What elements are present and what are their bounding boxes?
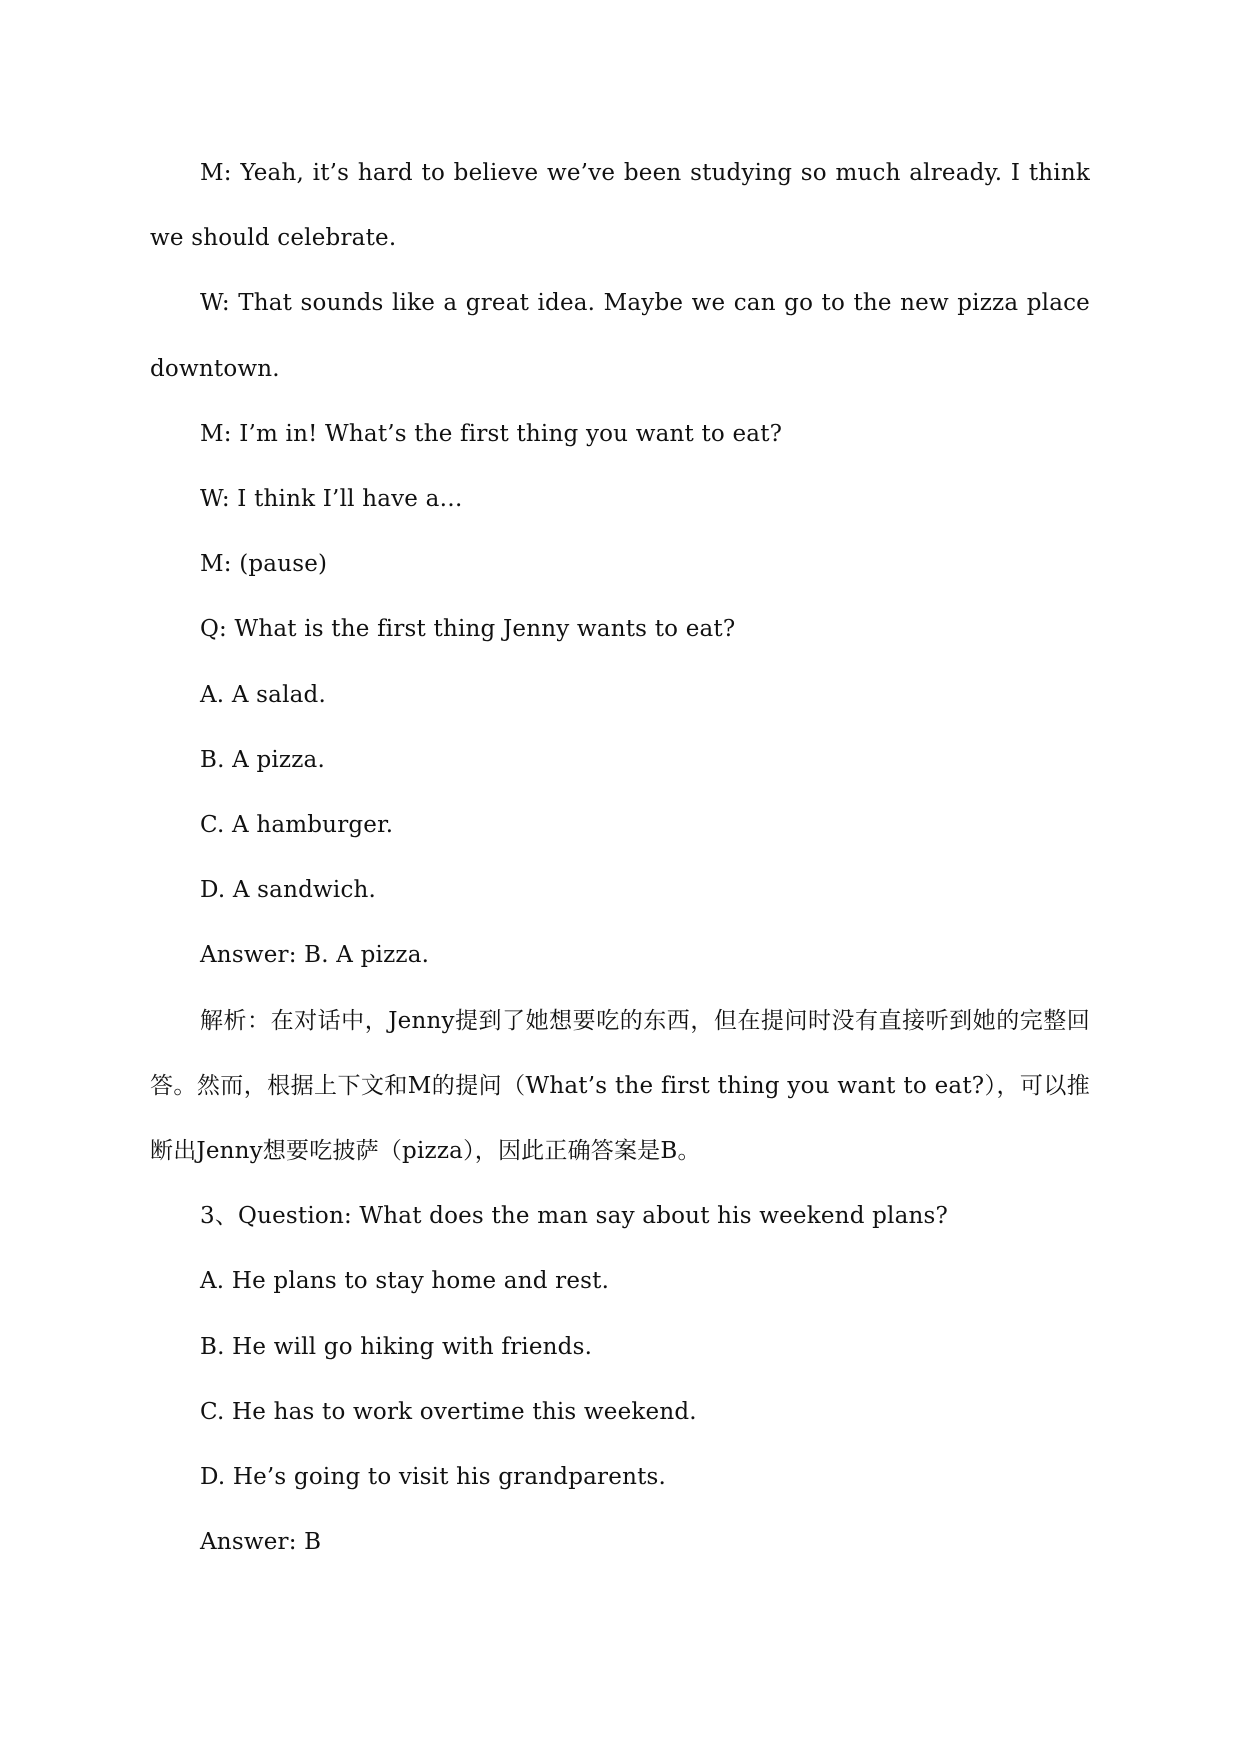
question-3-option-a: A. He plans to stay home and rest. (200, 1268, 610, 1295)
dialogue-line-w-2: W: I think I’ll have a… (200, 486, 463, 513)
question-2-option-a: A. A salad. (200, 681, 326, 708)
question-3-option-d: D. He’s going to visit his grandparents. (200, 1464, 667, 1491)
question-3-option-c: C. He has to work overtime this weekend. (200, 1398, 697, 1425)
question-2-option-b: B. A pizza. (200, 746, 325, 773)
dialogue-line-w-1: W: That sounds like a great idea. Maybe we can go to the new pizza place downtown. (150, 290, 1090, 382)
question-2-text: Q: What is the first thing Jenny wants to eat? (200, 616, 736, 643)
dialogue-line-m-1: M: Yeah, it’s hard to believe we’ve been studying so much already. I think we should celebrate. (150, 160, 1090, 252)
question-2-option-d: D. A sandwich. (200, 877, 377, 904)
question-2-option-c: C. A hamburger. (200, 812, 394, 839)
question-2-explanation: 解析：在对话中，Jenny提到了她想要吃的东西，但在提问时没有直接听到她的完整回答。然而，根据上下文和M的提问（What’s the first thing you want to eat?），可以推断出Jenny想要吃披萨（pizza），因此正确答案是B。 (150, 1007, 1090, 1165)
question-3-option-b: B. He will go hiking with friends. (200, 1333, 593, 1360)
document-body (150, 141, 1090, 1575)
question-3-answer: Answer: B (200, 1529, 322, 1556)
question-3-text: 3、Question: What does the man say about his weekend plans? (200, 1203, 949, 1230)
dialogue-line-m-2: M: I’m in! What’s the first thing you want to eat? (200, 420, 783, 447)
dialogue-line-m-3: M: (pause) (200, 551, 328, 578)
question-2-answer: Answer: B. A pizza. (200, 942, 430, 969)
